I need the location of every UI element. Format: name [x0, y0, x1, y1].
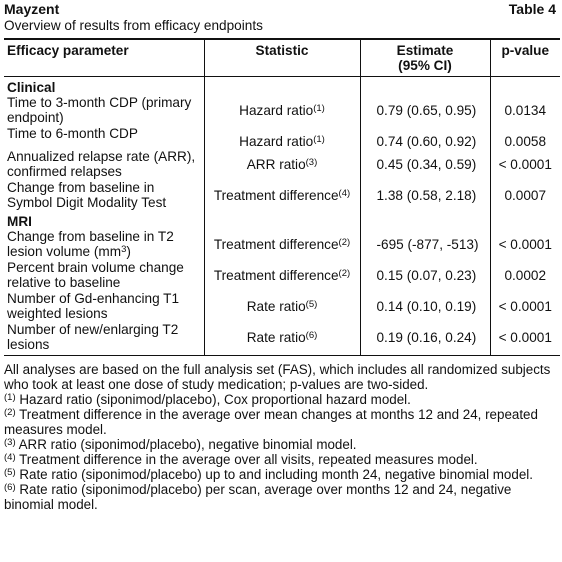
table-header-row [4, 39, 560, 77]
footnote-reference: (1) [313, 134, 325, 145]
footnote [4, 452, 558, 467]
estimate-cell: 0.79 (0.65, 0.95) [360, 95, 490, 126]
statistic-text: Rate ratio [246, 330, 306, 345]
footnote-reference: (2) [338, 237, 351, 248]
footnote-intro: All analyses are based on the full analysis set (FAS), which includes all randomized subjects who took at least one dose of study medication; p-values are two-sided. [4, 362, 551, 392]
empty-cell [490, 77, 560, 96]
section-row [4, 77, 560, 96]
footnote-reference: (3) [305, 157, 318, 168]
parameter-cell [4, 95, 204, 126]
footnote [4, 467, 558, 482]
statistic-cell [204, 291, 360, 322]
table-row [4, 322, 560, 356]
table-row [4, 149, 560, 180]
pvalue-cell: 0.0134 [490, 95, 560, 126]
parameter-text: Time to 6-month CDP [7, 126, 138, 141]
column-header-pvalue: p-value [490, 39, 560, 77]
statistic-cell [204, 229, 360, 260]
footnote-mark: (4) [4, 452, 16, 463]
pvalue-cell: < 0.0001 [490, 229, 560, 260]
pvalue-cell: < 0.0001 [490, 291, 560, 322]
pvalue-cell: < 0.0001 [490, 322, 560, 356]
statistic-text: Hazard ratio [239, 103, 314, 118]
estimate-cell: 0.74 (0.60, 0.92) [360, 126, 490, 149]
parameter-cell [4, 126, 204, 149]
parameter-cell [4, 229, 204, 260]
empty-cell [204, 211, 360, 229]
parameter-tail: ) [126, 244, 131, 259]
parameter-cell [4, 291, 204, 322]
estimate-cell: 0.14 (0.10, 0.19) [360, 291, 490, 322]
footnote [4, 482, 558, 512]
statistic-text: Hazard ratio [239, 134, 314, 149]
section-row [4, 211, 560, 229]
parameter-cell [4, 180, 204, 211]
parameter-superscript: 3 [121, 244, 127, 255]
parameter-text: Annualized relapse rate (ARR), confirmed relapses [7, 149, 196, 179]
parameter-cell [4, 322, 204, 356]
footnote-text: Hazard ratio (siponimod/placebo), Cox proportional hazard model. [15, 392, 411, 407]
footnote-mark: (3) [4, 437, 16, 448]
table-label: Table 4 [508, 1, 556, 17]
empty-cell [204, 77, 360, 96]
empty-cell [360, 211, 490, 229]
footnote-text: Rate ratio (siponimod/placebo) per scan, average over months 12 and 24, negative binomial model. [4, 482, 512, 512]
estimate-cell: -695 (-877, -513) [360, 229, 490, 260]
statistic-cell [204, 149, 360, 180]
footnote-reference: (2) [338, 268, 351, 279]
estimate-cell: 0.15 (0.07, 0.23) [360, 260, 490, 291]
parameter-text: Number of new/enlarging T2 lesions [7, 322, 179, 352]
drug-title: Mayzent [4, 1, 60, 17]
table-subtitle: Overview of results from efficacy endpoints [4, 18, 263, 33]
footnote-reference: (6) [305, 330, 318, 341]
column-header-statistic: Statistic [204, 39, 360, 77]
table-row [4, 126, 560, 149]
footnote-text: Treatment difference in the average over mean changes at months 12 and 24, repeated measures model. [4, 407, 538, 437]
statistic-cell [204, 180, 360, 211]
pvalue-cell: 0.0002 [490, 260, 560, 291]
statistic-text: Treatment difference [213, 237, 339, 252]
footnote-mark: (6) [4, 482, 16, 493]
footnote-mark: (2) [4, 407, 16, 418]
footnote-reference: (1) [313, 103, 325, 114]
footnote-reference: (4) [338, 188, 351, 199]
footnote [4, 392, 558, 407]
parameter-text: Percent brain volume change relative to baseline [7, 260, 184, 290]
column-header-estimate [360, 39, 490, 77]
footnote-mark: (1) [4, 392, 16, 403]
table-row [4, 95, 560, 126]
pvalue-cell: < 0.0001 [490, 149, 560, 180]
parameter-text: Change from baseline in T2 lesion volume (mm [7, 229, 174, 259]
statistic-text: ARR ratio [246, 157, 306, 172]
parameter-text: Time to 3-month CDP (primary endpoint) [7, 95, 192, 125]
statistic-cell [204, 95, 360, 126]
table-row [4, 229, 560, 260]
statistic-cell [204, 322, 360, 356]
estimate-cell: 0.19 (0.16, 0.24) [360, 322, 490, 356]
section-heading: MRI [7, 214, 32, 229]
empty-cell [360, 77, 490, 96]
table-row [4, 180, 560, 211]
statistic-text: Treatment difference [213, 268, 339, 283]
footnote [4, 407, 558, 437]
pvalue-cell: 0.0007 [490, 180, 560, 211]
empty-cell [490, 211, 560, 229]
parameter-cell [4, 149, 204, 180]
footnote-text: Rate ratio (siponimod/placebo) up to and including month 24, negative binomial model. [15, 467, 533, 482]
footnote-reference: (5) [305, 299, 318, 310]
estimate-header-line2: (95% CI) [398, 58, 452, 73]
statistic-text: Treatment difference [213, 188, 339, 203]
footnote-mark: (5) [4, 467, 16, 478]
estimate-cell: 0.45 (0.34, 0.59) [360, 149, 490, 180]
column-header-parameter: Efficacy parameter [4, 39, 204, 77]
pvalue-cell: 0.0058 [490, 126, 560, 149]
statistic-text: Rate ratio [246, 299, 306, 314]
parameter-cell [4, 260, 204, 291]
table-row [4, 260, 560, 291]
footnote-text: Treatment difference in the average over all visits, repeated measures model. [15, 452, 478, 467]
table-header [4, 0, 558, 33]
table-row [4, 291, 560, 322]
footnote-text: ARR ratio (siponimod/placebo), negative binomial model. [15, 437, 357, 452]
estimate-header-line1: Estimate [396, 43, 454, 58]
section-heading: Clinical [7, 80, 56, 95]
efficacy-table [4, 38, 560, 356]
statistic-cell [204, 126, 360, 149]
parameter-text: Change from baseline in Symbol Digit Modality Test [7, 180, 167, 210]
statistic-cell [204, 260, 360, 291]
footnotes [4, 362, 558, 512]
footnote [4, 437, 558, 452]
estimate-cell: 1.38 (0.58, 2.18) [360, 180, 490, 211]
parameter-text: Number of Gd-enhancing T1 weighted lesions [7, 291, 180, 321]
